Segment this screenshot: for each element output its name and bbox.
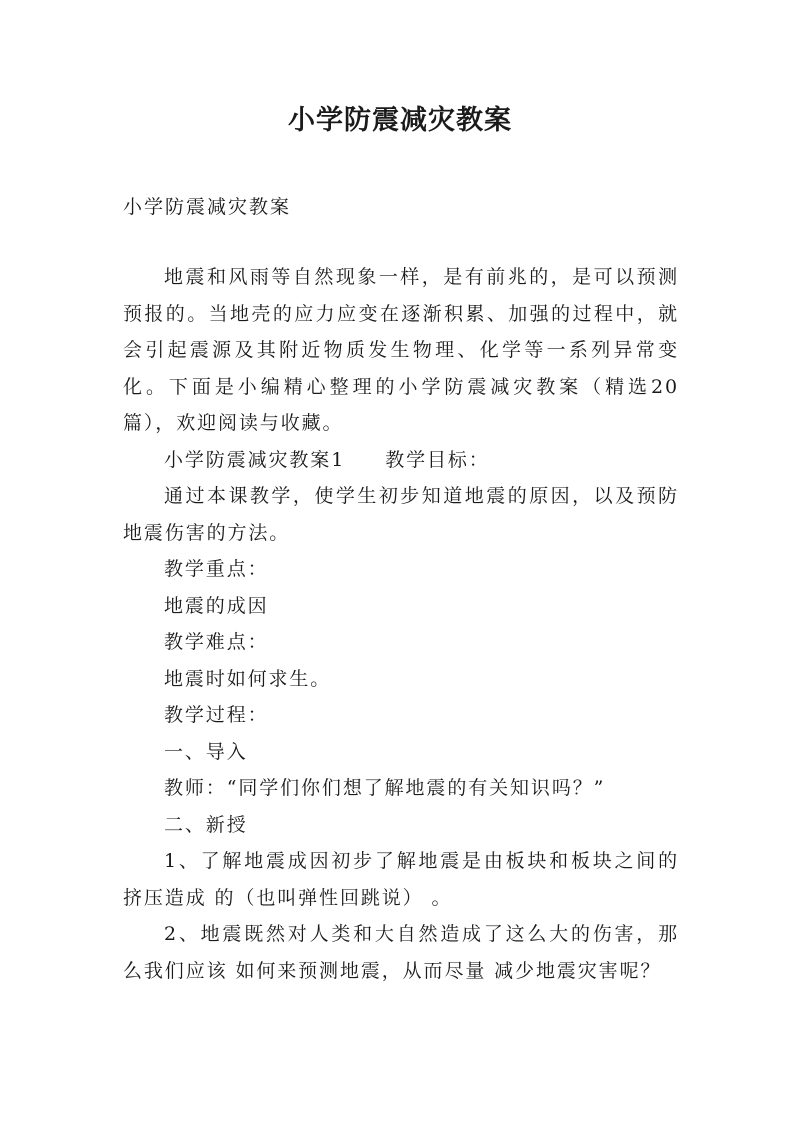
lesson-heading-line: [123, 442, 679, 479]
process-label: 教学过程：: [164, 704, 269, 726]
item-2: 2、地震既然对人类和大自然造成了这么大的伤害，那么我们应该 如何来预测地震，从而尽量 减少地震灾害呢？: [123, 923, 679, 982]
teacher-quote: 教师：“同学们你们想了解地震的有关知识吗？”: [164, 777, 606, 799]
step-intro: 一、导入: [164, 740, 248, 763]
goal-paragraph: 通过本课教学，使学生初步知道地震的原因，以及预防地震伤害的方法。: [123, 485, 679, 544]
lesson-heading: 小学防震减灾教案1: [164, 448, 346, 471]
intro-paragraph: 地震和风雨等自然现象一样，是有前兆的，是可以预测预报的。当地壳的应力应变在逐渐积累、加强的过程中，就会引起震源及其附近物质发生物理、化学等一系列异常变化。下面是小编精心整理的小学防震减灾教案（精选20篇），欢迎阅读与收藏。: [123, 266, 679, 434]
difficulty-label: 教学难点：: [164, 631, 269, 653]
document-subtitle: 小学防震减灾教案: [123, 196, 292, 218]
key-label: 教学重点：: [164, 558, 269, 580]
goal-label: 教学目标：: [385, 448, 490, 471]
document-body: [123, 259, 679, 989]
step-new: 二、新授: [164, 813, 248, 836]
key-text: 地震的成因: [164, 594, 269, 617]
difficulty-text: 地震时如何求生。: [164, 667, 332, 690]
item-1: 1、了解地震成因初步了解地震是由板块和板块之间的挤压造成 的（也叫弹性回跳说） 。: [123, 850, 679, 909]
document-title: 小学防震减灾教案: [288, 105, 512, 136]
